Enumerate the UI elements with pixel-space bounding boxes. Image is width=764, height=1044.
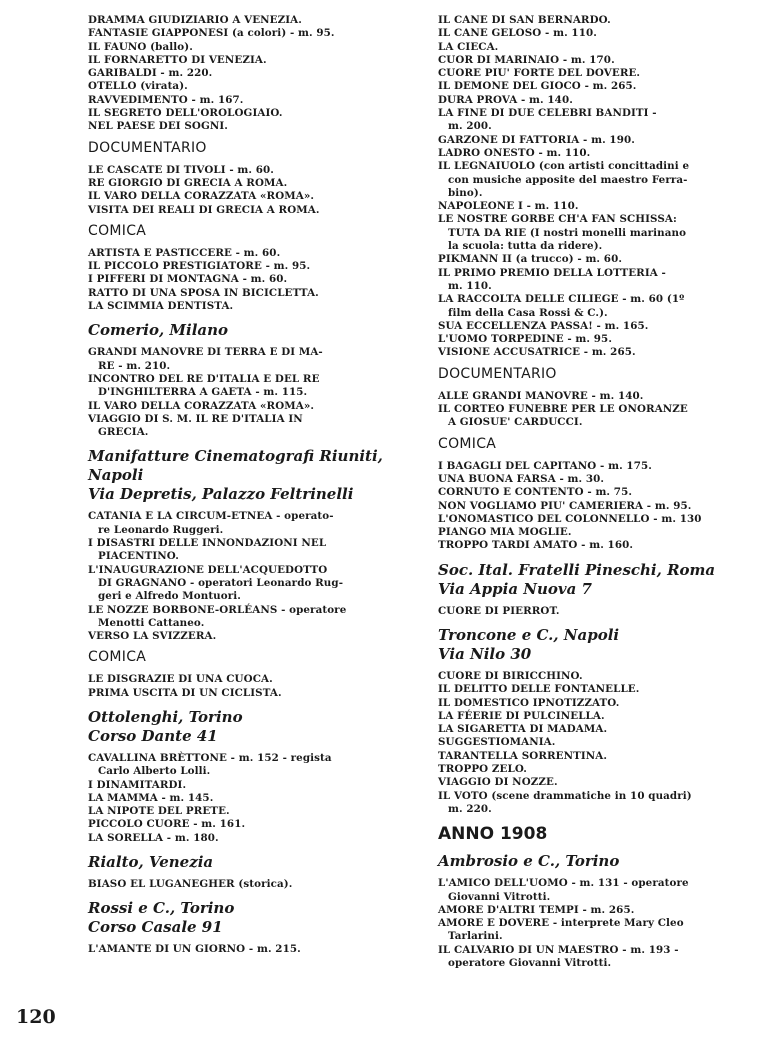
film-entry-line: re Leonardo Ruggeri. xyxy=(98,523,224,536)
film-entry-line: IL FORNARETTO DI VENEZIA. xyxy=(88,53,267,66)
film-list xyxy=(438,877,740,970)
film-entry-line: L'AMICO DELL'UOMO - m. 131 - operatore xyxy=(438,877,689,890)
film-entry-line: PICCOLO CUORE - m. 161. xyxy=(88,818,246,831)
film-entry-line: GRANDI MANOVRE DI TERRA E DI MA- xyxy=(88,346,323,359)
film-entry-line: m. 200. xyxy=(448,120,492,133)
film-entry-line: DRAMMA GIUDIZIARIO A VENEZIA. xyxy=(88,14,302,26)
film-entry-line: FANTASIE GIAPPONESI (a colori) - m. 95. xyxy=(88,27,335,40)
film-entry-line: operatore Giovanni Vitrotti. xyxy=(448,957,612,970)
film-entry-line: INCONTRO DEL RE D'ITALIA E DEL RE xyxy=(88,372,320,385)
company-heading xyxy=(88,708,388,746)
company-heading-line: Via Depretis, Palazzo Feltrinelli xyxy=(88,485,354,504)
film-entry-line: L'INAUGURAZIONE DELL'ACQUEDOTTO xyxy=(88,563,328,576)
film-entry-line: PRIMA USCITA DI UN CICLISTA. xyxy=(88,686,282,699)
film-list xyxy=(88,510,388,643)
film-entry-line: LE CASCATE DI TIVOLI - m. 60. xyxy=(88,163,274,176)
film-entry-line: GARIBALDI - m. 220. xyxy=(88,67,213,80)
film-entry-line: geri e Alfredo Montuori. xyxy=(98,590,241,603)
film-entry-line: AMORE D'ALTRI TEMPI - m. 265. xyxy=(438,903,635,916)
film-entry-line: m. 220. xyxy=(448,802,492,815)
film-entry-line: CUORE DI BIRICCHINO. xyxy=(438,669,583,682)
film-entry-line: IL CORTEO FUNEBRE PER LE ONORANZE xyxy=(438,403,688,416)
film-entry-line: CUOR DI MARINAIO - m. 170. xyxy=(438,53,615,66)
film-entry-line: IL DELITTO DELLE FONTANELLE. xyxy=(438,683,640,696)
film-entry-line: I BAGAGLI DEL CAPITANO - m. 175. xyxy=(438,459,652,472)
film-entry-line: LA SIGARETTA DI MADAMA. xyxy=(438,723,608,736)
film-entry-line: LA FÉERIE DI PULCINELLA. xyxy=(438,709,605,722)
film-entry-line: I PIFFERI DI MONTAGNA - m. 60. xyxy=(88,273,288,286)
film-list xyxy=(88,943,388,956)
film-entry-line: LA SCIMMIA DENTISTA. xyxy=(88,300,234,313)
right-column xyxy=(438,14,740,970)
film-entry-line: IL CANE DI SAN BERNARDO. xyxy=(438,14,611,26)
film-entry-line: IL VARO DELLA CORAZZATA «ROMA». xyxy=(88,190,315,203)
film-list xyxy=(88,14,388,134)
film-entry-line: PIANGO MIA MOGLIE. xyxy=(438,526,572,539)
film-entry-line: Giovanni Vitrotti. xyxy=(448,890,551,903)
film-list xyxy=(88,878,388,891)
film-entry-line: LADRO ONESTO - m. 110. xyxy=(438,146,591,159)
left-column xyxy=(88,14,388,957)
film-entry-line: I DINAMITARDI. xyxy=(88,778,187,791)
film-entry-line: AMORE E DOVERE - interprete Mary Cleo xyxy=(438,917,684,930)
film-entry-line: SUGGESTIOMANIA. xyxy=(438,736,556,749)
film-entry-line: RE - m. 210. xyxy=(98,359,171,372)
film-entry-line: IL PICCOLO PRESTIGIATORE - m. 95. xyxy=(88,260,311,273)
film-entry-line: I DISASTRI DELLE INNONDAZIONI NEL xyxy=(88,537,327,550)
company-heading-line: Via Appia Nuova 7 xyxy=(438,579,592,598)
film-entry-line: IL VOTO (scene drammatiche in 10 quadri) xyxy=(438,789,692,802)
company-heading-line: Soc. Ital. Fratelli Pineschi, Roma xyxy=(438,560,716,579)
film-list xyxy=(88,673,388,700)
film-entry-line: CUORE DI PIERROT. xyxy=(438,604,560,617)
film-entry-line: IL DEMONE DEL GIOCO - m. 265. xyxy=(438,80,637,93)
film-entry-line: VIAGGIO DI S. M. IL RE D'ITALIA IN xyxy=(88,412,303,425)
category-heading: DOCUMENTARIO xyxy=(438,365,557,382)
film-list xyxy=(88,247,388,313)
company-heading-line: Corso Casale 91 xyxy=(88,918,223,937)
category-heading: COMICA xyxy=(88,222,147,239)
film-entry-line: L'AMANTE DI UN GIORNO - m. 215. xyxy=(88,943,301,956)
film-entry-line: Tarlarini. xyxy=(448,930,503,943)
film-entry-line: CORNUTO E CONTENTO - m. 75. xyxy=(438,486,633,499)
film-entry-line: ALLE GRANDI MANOVRE - m. 140. xyxy=(438,389,644,402)
film-entry-line: IL SEGRETO DELL'OROLOGIAIO. xyxy=(88,107,283,120)
film-entry-line: LA MAMMA - m. 145. xyxy=(88,791,214,804)
film-entry-line: film della Casa Rossi & C.). xyxy=(448,306,608,319)
film-entry-line: TROPPO TARDI AMATO - m. 160. xyxy=(438,539,634,552)
company-heading xyxy=(438,561,740,599)
film-entry-line: IL FAUNO (ballo). xyxy=(88,40,193,53)
film-list xyxy=(438,605,740,618)
film-entry-line: SUA ECCELLENZA PASSA! - m. 165. xyxy=(438,319,649,332)
film-entry-line: IL CALVARIO DI UN MAESTRO - m. 193 - xyxy=(438,943,679,956)
film-entry-line: RATTO DI UNA SPOSA IN BICICLETTA. xyxy=(88,286,319,299)
film-entry-line: m. 110. xyxy=(448,279,492,292)
film-entry-line: bino). xyxy=(448,186,483,199)
film-list xyxy=(88,164,388,217)
film-list xyxy=(438,14,740,360)
company-heading xyxy=(438,626,740,664)
film-list xyxy=(438,390,740,430)
film-entry-line: Carlo Alberto Lolli. xyxy=(98,765,211,778)
film-entry-line: L'UOMO TORPEDINE - m. 95. xyxy=(438,333,613,346)
film-entry-line: LE NOZZE BORBONE-ORLÉANS - operatore xyxy=(88,603,347,616)
film-entry-line: IL CANE GELOSO - m. 110. xyxy=(438,27,597,40)
film-entry-line: TROPPO ZELO. xyxy=(438,763,527,776)
film-entry-line: NEL PAESE DEI SOGNI. xyxy=(88,120,228,133)
film-entry-line: OTELLO (virata). xyxy=(88,80,188,93)
film-entry-line: con musiche apposite del maestro Ferra- xyxy=(448,173,688,186)
film-entry-line: UNA BUONA FARSA - m. 30. xyxy=(438,472,605,485)
page-number: 120 xyxy=(16,1006,56,1028)
year-heading: ANNO 1908 xyxy=(438,824,548,845)
film-entry-line: BIASO EL LUGANEGHER (storica). xyxy=(88,878,293,891)
film-entry-line: L'ONOMASTICO DEL COLONNELLO - m. 130 xyxy=(438,512,702,525)
film-entry-line: LA CIECA. xyxy=(438,40,499,53)
film-entry-line: RE GIORGIO DI GRECIA A ROMA. xyxy=(88,176,288,189)
category-heading: DOCUMENTARIO xyxy=(88,139,207,156)
company-heading xyxy=(88,447,388,504)
film-entry-line: TARANTELLA SORRENTINA. xyxy=(438,749,608,762)
company-heading-line: Troncone e C., Napoli xyxy=(438,625,620,644)
film-entry-line: IL PRIMO PREMIO DELLA LOTTERIA - xyxy=(438,266,666,279)
film-entry-line: PIKMANN II (a trucco) - m. 60. xyxy=(438,253,623,266)
film-entry-line: PIACENTINO. xyxy=(98,550,179,563)
film-entry-line: LA FINE DI DUE CELEBRI BANDITI - xyxy=(438,107,657,120)
film-entry-line: DI GRAGNANO - operatori Leonardo Rug- xyxy=(98,576,344,589)
film-entry-line: DURA PROVA - m. 140. xyxy=(438,93,573,106)
category-heading: COMICA xyxy=(438,435,497,452)
film-entry-line: LA SORELLA - m. 180. xyxy=(88,831,219,844)
company-heading-line: Via Nilo 30 xyxy=(438,644,532,663)
film-entry-line: GRECIA. xyxy=(98,426,149,439)
film-entry-line: CUORE PIU' FORTE DEL DOVERE. xyxy=(438,67,641,80)
film-entry-line: A GIOSUE' CARDUCCI. xyxy=(448,416,583,429)
film-list xyxy=(88,752,388,845)
film-list xyxy=(438,460,740,553)
film-entry-line: LE DISGRAZIE DI UNA CUOCA. xyxy=(88,673,273,686)
film-entry-line: CATANIA E LA CIRCUM-ETNEA - operato- xyxy=(88,510,334,523)
film-entry-line: RAVVEDIMENTO - m. 167. xyxy=(88,93,244,106)
film-entry-line: Menotti Cattaneo. xyxy=(98,616,205,629)
film-entry-line: IL LEGNAIUOLO (con artisti concittadini e xyxy=(438,160,690,173)
film-entry-line: VERSO LA SVIZZERA. xyxy=(88,630,217,643)
film-list xyxy=(438,670,740,816)
film-entry-line: IL VARO DELLA CORAZZATA «ROMA». xyxy=(88,399,315,412)
film-entry-line: VISITA DEI REALI DI GRECIA A ROMA. xyxy=(88,203,320,216)
company-heading xyxy=(88,899,388,937)
film-entry-line: D'INGHILTERRA A GAETA - m. 115. xyxy=(98,386,308,399)
company-heading xyxy=(88,853,388,872)
company-heading-line: Comerio, Milano xyxy=(88,321,229,340)
film-entry-line: LA NIPOTE DEL PRETE. xyxy=(88,805,230,818)
film-entry-line: la scuola: tutta da ridere). xyxy=(448,240,603,253)
film-entry-line: IL DOMESTICO IPNOTIZZATO. xyxy=(438,696,620,709)
film-entry-line: NON VOGLIAMO PIU' CAMERIERA - m. 95. xyxy=(438,499,692,512)
film-entry-line: ARTISTA E PASTICCERE - m. 60. xyxy=(88,246,281,259)
company-heading-line: Corso Dante 41 xyxy=(88,726,218,745)
company-heading-line: Rossi e C., Torino xyxy=(88,899,235,918)
company-heading-line: Napoli xyxy=(88,466,144,485)
film-entry-line: GARZONE DI FATTORIA - m. 190. xyxy=(438,133,635,146)
film-entry-line: LA RACCOLTA DELLE CILIEGE - m. 60 (1º xyxy=(438,293,685,306)
company-heading-line: Rialto, Venezia xyxy=(88,853,214,872)
company-heading xyxy=(438,852,740,871)
company-heading-line: Ambrosio e C., Torino xyxy=(438,852,620,871)
film-entry-line: VIAGGIO DI NOZZE. xyxy=(438,776,558,789)
film-list xyxy=(88,346,388,439)
film-entry-line: CAVALLINA BRÈTTONE - m. 152 - regista xyxy=(88,751,332,764)
film-entry-line: TUTA DA RIE (I nostri monelli marinano xyxy=(448,226,687,239)
company-heading xyxy=(88,321,388,340)
category-heading: COMICA xyxy=(88,649,147,666)
company-heading-line: Ottolenghi, Torino xyxy=(88,707,243,726)
film-entry-line: VISIONE ACCUSATRICE - m. 265. xyxy=(438,346,636,359)
company-heading-line: Manifatture Cinematografi Riuniti, xyxy=(88,447,383,466)
film-entry-line: NAPOLEONE I - m. 110. xyxy=(438,200,579,213)
film-entry-line: LE NOSTRE GORBE CH'A FAN SCHISSA: xyxy=(438,213,677,226)
